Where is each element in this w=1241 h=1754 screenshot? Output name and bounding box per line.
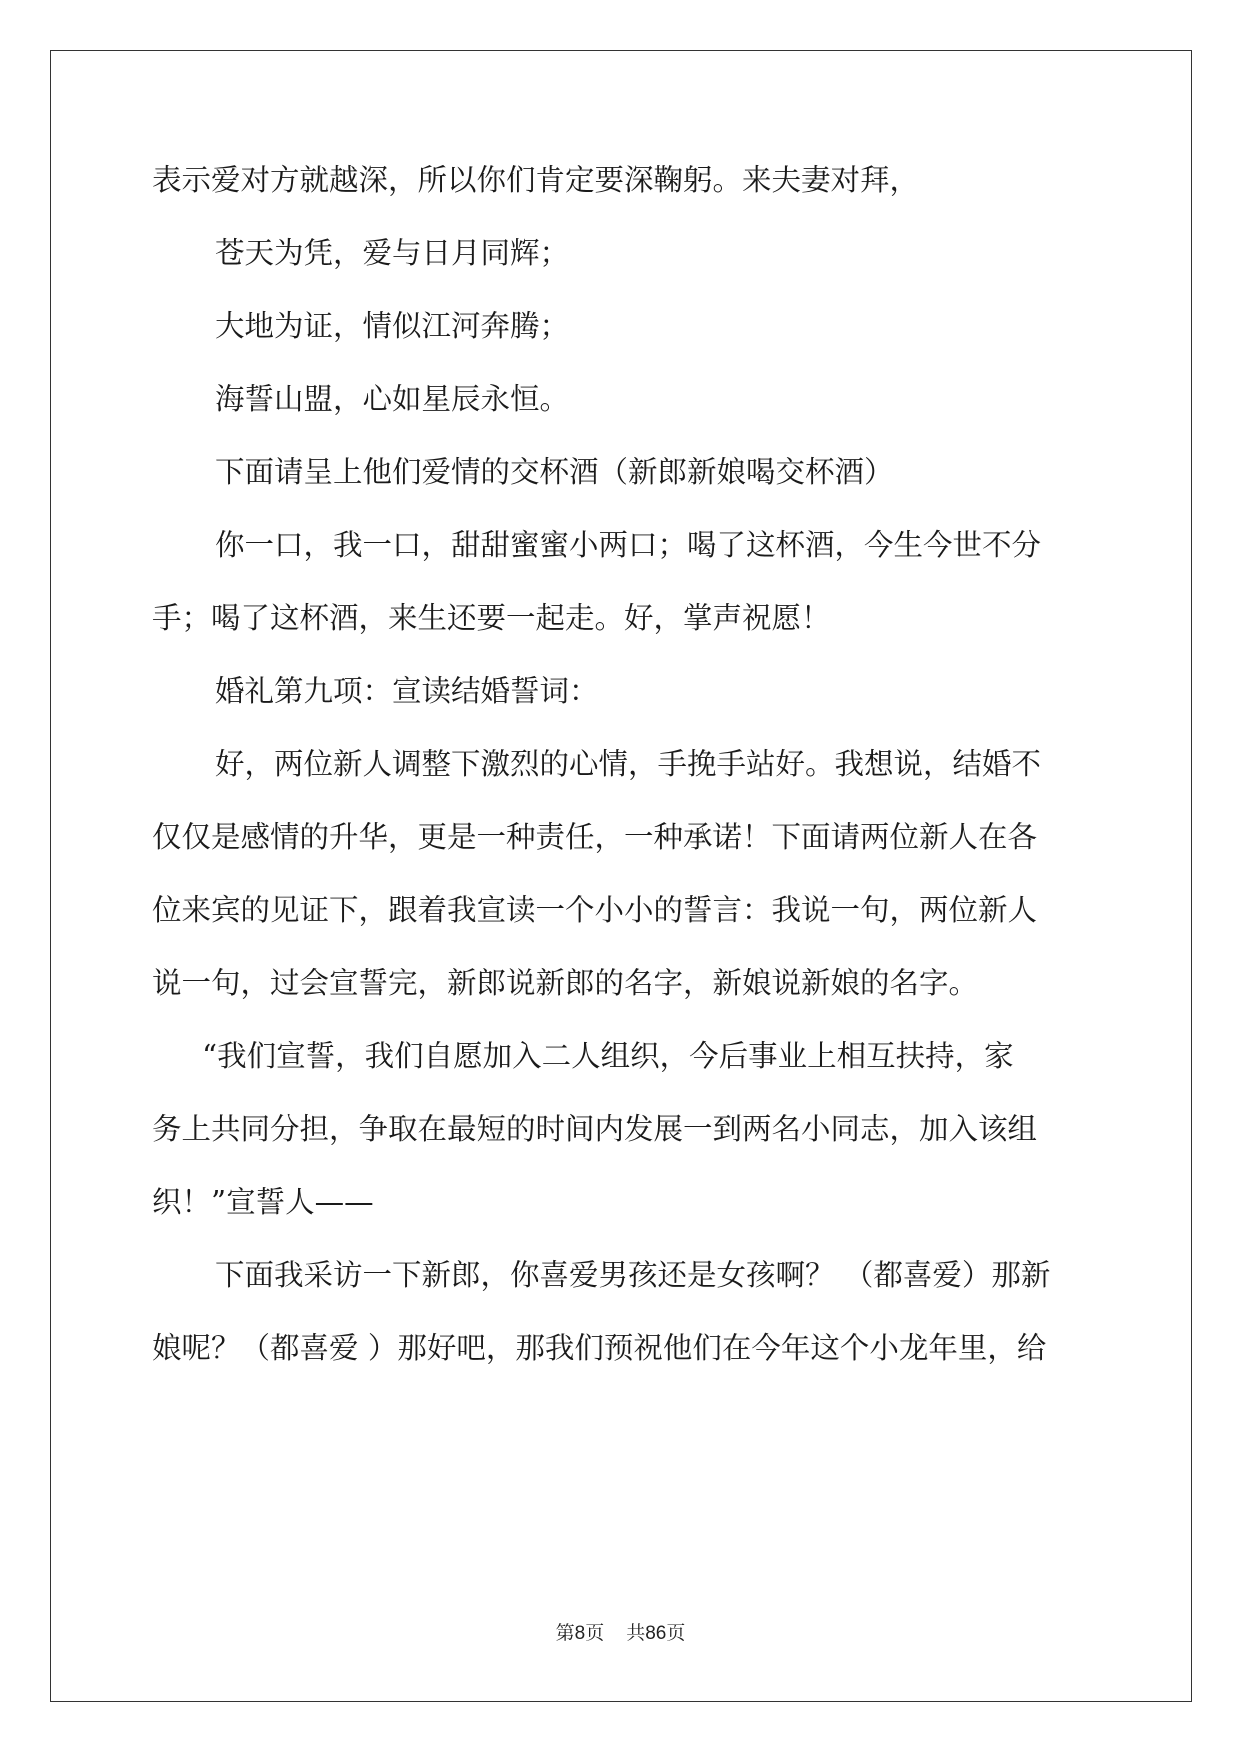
text-line: 手；喝了这杯酒，来生还要一起走。好，掌声祝愿！ (152, 601, 831, 635)
text-line: 娘呢？（都喜爱 ）那好吧，那我们预祝他们在今年这个小龙年里，给 (152, 1331, 1047, 1365)
page-border (50, 50, 1192, 1702)
text-line: 说一句，过会宣誓完，新郎说新郎的名字，新娘说新娘的名字。 (152, 966, 979, 1000)
text-line: 务上共同分担，争取在最短的时间内发展一到两名小同志，加入该组 (152, 1112, 1038, 1146)
text-line: 苍天为凭，爱与日月同辉； (215, 236, 570, 270)
text-line: 海誓山盟，心如星辰永恒。 (215, 382, 570, 416)
total-pages: 86 (645, 1623, 667, 1644)
page-footer (0, 1622, 1241, 1646)
text-line: “我们宣誓，我们自愿加入二人组织，今后事业上相互扶持，家 (202, 1039, 1014, 1073)
text-line: 下面请呈上他们爱情的交杯酒（新郎新娘喝交杯酒） (215, 455, 894, 489)
text-line: 位来宾的见证下，跟着我宣读一个小小的誓言：我说一句，两位新人 (152, 893, 1038, 927)
text-line: 织！”宣誓人—— (152, 1185, 374, 1219)
text-line: 表示爱对方就越深，所以你们肯定要深鞠躬。来夫妻对拜， (152, 163, 920, 197)
text-line: 好，两位新人调整下激烈的心情，手挽手站好。我想说，结婚不 (215, 747, 1042, 781)
total-label-suffix: 页 (666, 1623, 686, 1644)
total-label-prefix: 共 (626, 1623, 646, 1644)
page-label-suffix: 页 (585, 1623, 605, 1644)
text-line: 下面我采访一下新郎，你喜爱男孩还是女孩啊？ （都喜爱）那新 (215, 1258, 1051, 1292)
text-line: 仅仅是感情的升华，更是一种责任，一种承诺！下面请两位新人在各 (152, 820, 1038, 854)
page-label-prefix: 第 (555, 1623, 575, 1644)
page-number: 8 (574, 1623, 586, 1644)
text-line: 大地为证，情似江河奔腾； (215, 309, 570, 343)
text-line: 你一口，我一口，甜甜蜜蜜小两口；喝了这杯酒，今生今世不分 (215, 528, 1042, 562)
text-line: 婚礼第九项：宣读结婚誓词： (215, 674, 599, 708)
